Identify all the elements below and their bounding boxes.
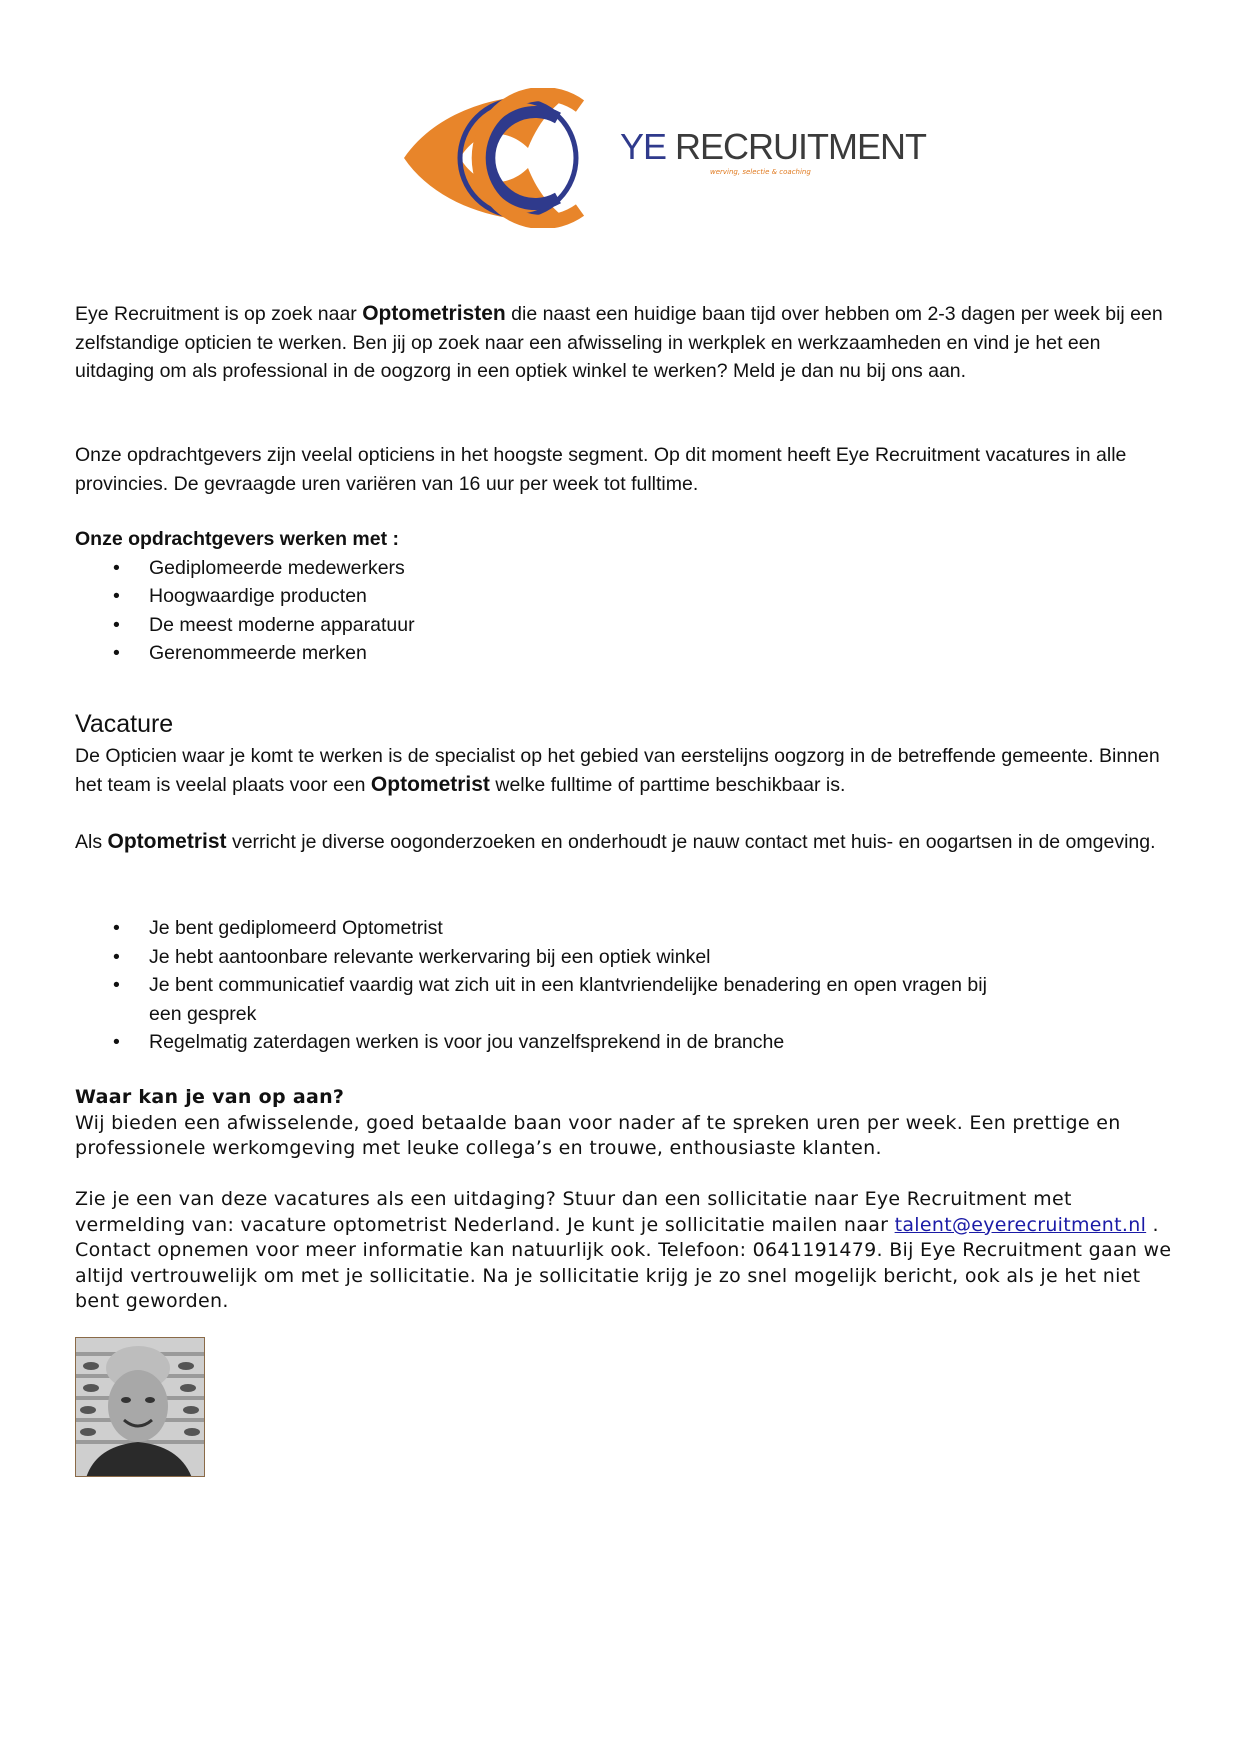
intro-section bbox=[75, 300, 1175, 386]
list-item: • Hoogwaardige producten bbox=[113, 585, 367, 607]
vacature-section bbox=[75, 742, 1175, 799]
list-item: • Je bent gediplomeerd Optometrist bbox=[113, 917, 443, 939]
offer-section bbox=[75, 1085, 1175, 1162]
list-item: • Regelmatig zaterdagen werken is voor jou vanzelfsprekend in de branche bbox=[113, 1031, 785, 1053]
contact-photo bbox=[75, 1337, 205, 1477]
list-item: • Je hebt aantoonbare relevante werkervaring bij een optiek winkel bbox=[113, 945, 711, 968]
clients-paragraph: Onze opdrachtgevers zijn veelal opticiens in het hoogste segment. Op dit moment heeft Eye Recruitment vacatures in alle provincies. De gevraagde uren variëren van 16 uur per week tot fulltime. bbox=[75, 444, 1127, 495]
intro-paragraph: Eye Recruitment is op zoek naar Optometristen die naast een huidige baan tijd over hebben om 2-3 dagen per week bij een zelfstandige opticien te werken. Ben jij op zoek naar een afwisseling in werkplek en werkzaamheden en vind je het een uitdaging om als professional in de oogzorg in een optiek winkel te werken? Meld je dan nu bij ons aan. bbox=[75, 302, 1163, 382]
list-item: • Je bent communicatief vaardig wat zich uit in een klantvriendelijke benadering en open vragen bij een gesprek bbox=[113, 974, 987, 1025]
role-paragraph: Als Optometrist verricht je diverse oogonderzoeken en onderhoudt je nauw contact met huis- en oogartsen in de omgeving. bbox=[75, 830, 1156, 853]
eye-recruitment-logo bbox=[398, 88, 927, 228]
clients-list-heading: Onze opdrachtgevers werken met : bbox=[75, 528, 400, 550]
offer-heading: Waar kan je van op aan? bbox=[75, 1086, 345, 1108]
requirements-list bbox=[75, 914, 1015, 1057]
clients-paragraph-section bbox=[75, 441, 1175, 498]
list-item: • Gerenommeerde merken bbox=[113, 642, 367, 664]
clients-list-section bbox=[75, 525, 1175, 668]
eye-logo-icon bbox=[398, 88, 658, 228]
vacature-paragraph: De Opticien waar je komt te werken is de specialist op het gebied van eerstelijns oogzorg in de betreffende gemeente. Binnen het team is veelal plaats voor een Optometrist welke fulltime of parttime beschikbaar is. bbox=[75, 745, 1160, 796]
apply-section bbox=[75, 1187, 1175, 1315]
person-photo-icon bbox=[76, 1338, 205, 1477]
list-item: • De meest moderne apparatuur bbox=[113, 613, 415, 636]
vacature-heading: Vacature bbox=[75, 710, 174, 738]
email-link[interactable]: talent@eyerecruitment.nl bbox=[894, 1213, 1147, 1236]
role-section bbox=[75, 828, 1175, 857]
offer-paragraph: Wij bieden een afwisselende, goed betaalde baan voor nader af te spreken uren per week. Een prettige en professionele werkomgeving met leuke collega’s en trouwe, enthousiaste klanten. bbox=[75, 1111, 1121, 1159]
apply-paragraph: Zie je een van deze vacatures als een uitdaging? Stuur dan een sollicitatie naar Eye Recruitment met vermelding van: vacature optometrist Nederland. Je kunt je sollicitatie mailen naar talent@eyerecruitment.nl . Contact opnemen voor meer informatie kan natuurlijk ook. Telefoon: 0641191479. Bij Eye Recruitment gaan we altijd vertrouwelijk om met je sollicitatie. Na je sollicitatie krijg je zo snel mogelijk bericht, ook als je het niet bent geworden. bbox=[75, 1188, 1172, 1312]
logo-wordmark: YE RECRUITMENT bbox=[620, 126, 927, 167]
logo-tagline: werving, selectie & coaching bbox=[710, 168, 811, 176]
clients-list bbox=[75, 554, 1175, 668]
requirements-section bbox=[75, 914, 1015, 1057]
list-item: • Gediplomeerde medewerkers bbox=[113, 556, 405, 579]
